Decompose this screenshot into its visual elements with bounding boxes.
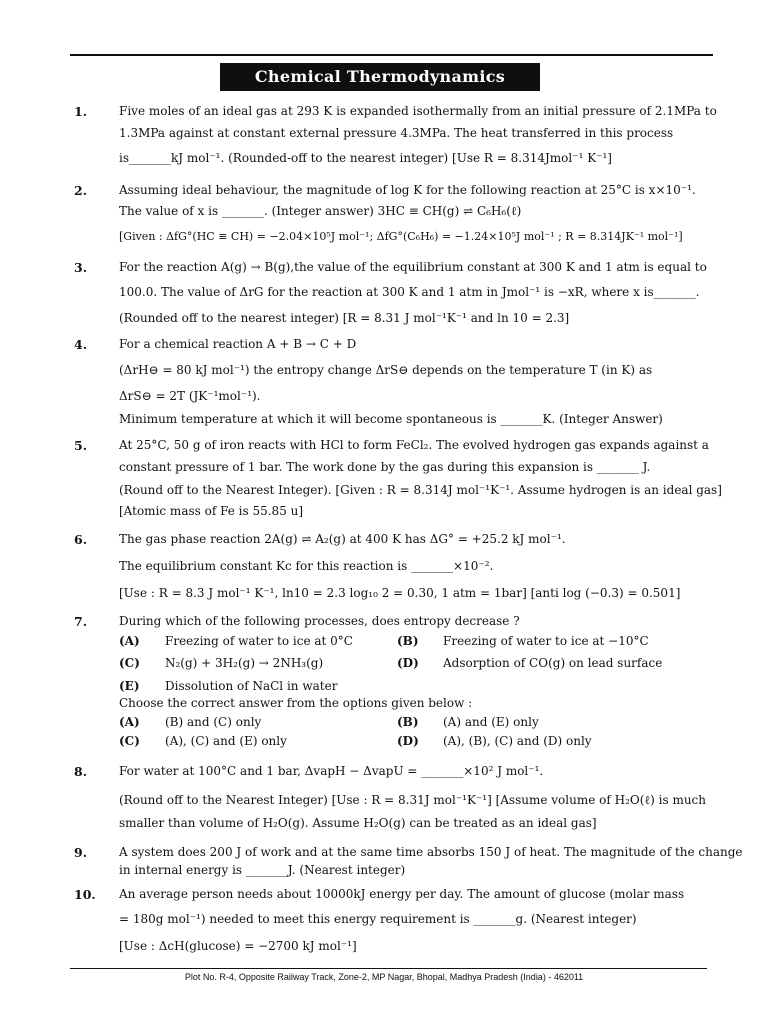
question-line: For a chemical reaction A + B → C + D <box>119 337 357 351</box>
top-rule <box>70 54 713 56</box>
option-key: (D) <box>397 656 419 670</box>
question-line: (Round off to the Nearest Integer). [Given : R = 8.314J mol⁻¹K⁻¹. Assume hydrogen is an ideal gas] <box>119 483 722 497</box>
answer-a <box>119 715 140 729</box>
question-line: The equilibrium constant Kc for this reaction is _______×10⁻². <box>119 559 494 573</box>
answer-c-text: (A), (C) and (E) only <box>165 734 287 748</box>
question-line: For water at 100°C and 1 bar, ΔvapH − ΔvapU = _______×10² J mol⁻¹. <box>119 764 544 778</box>
option-key: (A) <box>119 715 140 729</box>
question-line: [Given : ΔfG°(HC ≡ CH) = −2.04×10⁵J mol⁻¹; ΔfG°(C₆H₆) = −1.24×10⁵J mol⁻¹ ; R = 8.314JK⁻¹ mol⁻¹] <box>119 230 683 243</box>
answer-a-text: (B) and (C) only <box>165 715 262 729</box>
question-line: in internal energy is _______J. (Nearest integer) <box>119 863 406 877</box>
question-line: At 25°C, 50 g of iron reacts with HCl to form FeCl₂. The evolved hydrogen gas expands against a <box>119 438 709 452</box>
option-e <box>119 679 140 693</box>
question-number: 2. <box>74 183 88 198</box>
question-number: 4. <box>74 337 88 352</box>
option-key: (B) <box>397 634 419 648</box>
option-b <box>397 634 419 648</box>
question-number: 7. <box>74 614 88 629</box>
question-line: is_______kJ mol⁻¹. (Rounded-off to the nearest integer) [Use R = 8.314Jmol⁻¹ K⁻¹] <box>119 151 612 165</box>
bottom-rule <box>70 968 707 969</box>
option-key: (B) <box>397 715 419 729</box>
question-line: [Use : ΔcH(glucose) = −2700 kJ mol⁻¹] <box>119 939 357 953</box>
option-c <box>119 656 140 670</box>
footer-address: Plot No. R-4, Opposite Railway Track, Zone-2, MP Nagar, Bhopal, Madhya Pradesh (India) - 462011 <box>184 972 584 982</box>
question-number: 10. <box>74 887 96 902</box>
option-d <box>397 656 419 670</box>
answer-b-text: (A) and (E) only <box>443 715 539 729</box>
question-line: Minimum temperature at which it will become spontaneous is _______K. (Integer Answer) <box>119 412 663 426</box>
option-key: (C) <box>119 656 140 670</box>
question-line: [Atomic mass of Fe is 55.85 u] <box>119 504 304 518</box>
option-c-text: N₂(g) + 3H₂(g) → 2NH₃(g) <box>165 656 324 670</box>
question-line: constant pressure of 1 bar. The work done by the gas during this expansion is _______ J. <box>119 460 651 474</box>
question-number: 9. <box>74 845 88 860</box>
option-key: (E) <box>119 679 140 693</box>
question-line: During which of the following processes, does entropy decrease ? <box>119 614 520 628</box>
choose-instruction: Choose the correct answer from the options given below : <box>119 696 473 710</box>
question-line: Five moles of an ideal gas at 293 K is expanded isothermally from an initial pressure of 2.1MPa to <box>119 104 717 118</box>
option-a <box>119 634 140 648</box>
question-line: smaller than volume of H₂O(g). Assume H₂O(g) can be treated as an ideal gas] <box>119 816 597 830</box>
option-key: (D) <box>397 734 419 748</box>
question-line: An average person needs about 10000kJ energy per day. The amount of glucose (molar mass <box>119 887 685 901</box>
option-d-text: Adsorption of CO(g) on lead surface <box>443 656 663 670</box>
question-number: 8. <box>74 764 88 779</box>
question-number: 3. <box>74 260 88 275</box>
question-line: For the reaction A(g) → B(g),the value of the equilibrium constant at 300 K and 1 atm is equal to <box>119 260 707 274</box>
question-line: The gas phase reaction 2A(g) ⇌ A₂(g) at 400 K has ΔG° = +25.2 kJ mol⁻¹. <box>119 532 566 546</box>
question-line: [Use : R = 8.3 J mol⁻¹ K⁻¹, ln10 = 2.3 log₁₀ 2 = 0.30, 1 atm = 1bar] [anti log (−0.3) = 0.501] <box>119 586 681 600</box>
answer-d <box>397 734 419 748</box>
option-b-text: Freezing of water to ice at −10°C <box>443 634 649 648</box>
question-line: 100.0. The value of ΔrG for the reaction at 300 K and 1 atm in Jmol⁻¹ is −xR, where x is_______. <box>119 285 700 299</box>
question-line: = 180g mol⁻¹) needed to meet this energy requirement is _______g. (Nearest integer) <box>119 912 637 926</box>
question-number: 5. <box>74 438 88 453</box>
page-title: Chemical Thermodynamics <box>220 63 540 91</box>
question-line: (ΔrH⊖ = 80 kJ mol⁻¹) the entropy change ΔrS⊖ depends on the temperature T (in K) as <box>119 363 653 377</box>
question-line: The value of x is _______. (Integer answer) 3HC ≡ CH(g) ⇌ C₆H₆(ℓ) <box>119 204 522 218</box>
question-line: 1.3MPa against at constant external pressure 4.3MPa. The heat transferred in this process <box>119 126 674 140</box>
question-line: (Rounded off to the nearest integer) [R = 8.31 J mol⁻¹K⁻¹ and ln 10 = 2.3] <box>119 311 570 325</box>
option-a-text: Freezing of water to ice at 0°C <box>165 634 353 648</box>
answer-d-text: (A), (B), (C) and (D) only <box>443 734 592 748</box>
answer-b <box>397 715 419 729</box>
option-key: (A) <box>119 634 140 648</box>
option-key: (C) <box>119 734 140 748</box>
question-line: A system does 200 J of work and at the same time absorbs 150 J of heat. The magnitude of the change <box>119 845 743 859</box>
question-line: (Round off to the Nearest Integer) [Use : R = 8.31J mol⁻¹K⁻¹] [Assume volume of H₂O(ℓ) is much <box>119 793 707 807</box>
answer-c <box>119 734 140 748</box>
question-line: ΔrS⊖ = 2T (JK⁻¹mol⁻¹). <box>119 389 261 403</box>
question-number: 1. <box>74 104 88 119</box>
question-line: Assuming ideal behaviour, the magnitude of log K for the following reaction at 25°C is x×10⁻¹. <box>119 183 696 197</box>
option-e-text: Dissolution of NaCl in water <box>165 679 338 693</box>
question-number: 6. <box>74 532 88 547</box>
